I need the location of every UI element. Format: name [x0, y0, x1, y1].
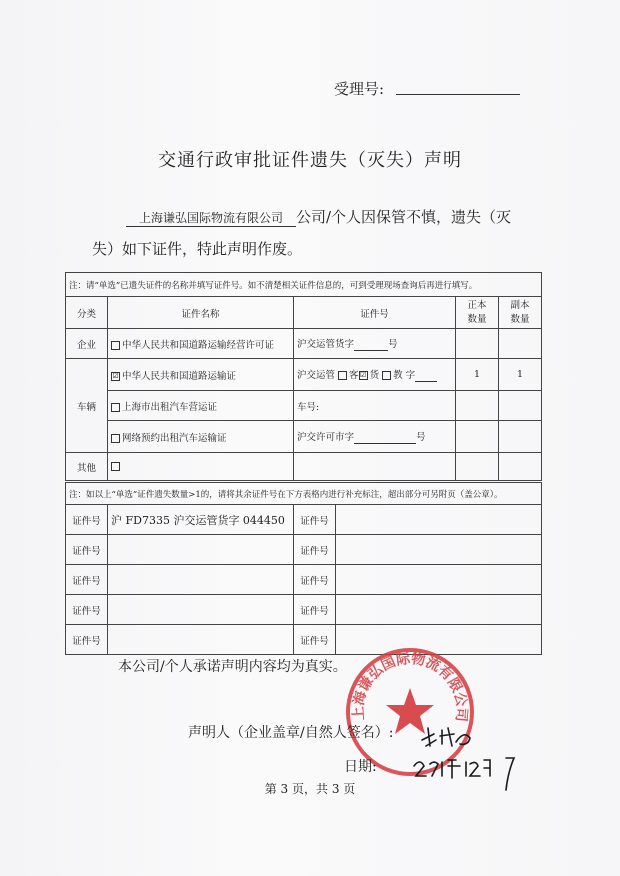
copy-qty-cell[interactable] [499, 453, 542, 481]
cert-number-value[interactable] [336, 565, 542, 595]
number-blank[interactable] [415, 370, 437, 382]
acceptance-number-field [396, 94, 520, 95]
promise-statement: 本公司/个人承诺声明内容均为真实。 [118, 659, 347, 675]
original-qty-value[interactable]: 1 [456, 359, 499, 391]
declaration-line-1: 公司/个人因保管不慎，遗失（灭 [296, 208, 512, 226]
number-prefix: 沪交许可市字 [297, 432, 355, 443]
cert-name-taxi-permit: 上海市出租汽车营运证 [122, 401, 218, 413]
header-number: 证件号 [294, 297, 456, 329]
handwritten-signature [418, 720, 478, 750]
copy-qty-cell[interactable] [499, 391, 542, 421]
copy-qty-cell[interactable] [499, 329, 542, 359]
cert-number-value[interactable] [108, 565, 294, 595]
header-original-qty [456, 297, 499, 329]
company-name: 上海谦弘国际物流有限公司 [138, 211, 283, 225]
copy-qty-value[interactable]: 1 [499, 359, 542, 391]
cert-number-cell [294, 421, 456, 453]
header-category: 分类 [66, 297, 108, 329]
date-label: 日期: [344, 759, 377, 775]
checkbox-taxi-permit[interactable] [111, 403, 120, 412]
acceptance-number-label: 受理号: [334, 80, 385, 98]
number-blank[interactable] [354, 339, 388, 351]
cert-number-cell[interactable] [294, 453, 456, 481]
cert-label: 证件号 [294, 505, 336, 535]
page-footer: 第 3 页，共 3 页 [264, 782, 356, 796]
cert-label: 证件号 [66, 595, 108, 625]
checkbox-ride-hailing-cert[interactable] [111, 434, 120, 443]
option-passenger: 客 [349, 370, 359, 381]
cert-number-value[interactable]: 沪 FD7335 沪交运管货字 044450 [108, 505, 294, 535]
category-enterprise: 企业 [66, 329, 108, 359]
header-copy-qty-line1: 副本 [510, 299, 530, 311]
cert-name-ride-hailing-cert: 网络预约出租汽车运输证 [122, 432, 227, 444]
cert-number-cell [294, 359, 456, 391]
category-other: 其他 [66, 453, 108, 481]
cert-number-value[interactable] [108, 595, 294, 625]
cert-number-value[interactable] [336, 595, 542, 625]
header-original-qty-line1: 正本 [467, 299, 487, 311]
category-vehicle: 车辆 [66, 359, 108, 453]
cert-label: 证件号 [66, 565, 108, 595]
seal-text: 上海谦弘国际物流有限公司 [350, 650, 470, 723]
cert-number-value[interactable] [336, 505, 542, 535]
original-qty-cell[interactable] [456, 453, 499, 481]
cert-label: 证件号 [66, 625, 108, 655]
original-qty-cell[interactable] [456, 329, 499, 359]
cert-label: 证件号 [66, 535, 108, 565]
certificate-table [65, 272, 542, 481]
cert-name-cell [108, 329, 294, 359]
cert-name-cell [108, 453, 294, 481]
checkbox-operating-permit[interactable] [111, 341, 120, 350]
supplementary-table [65, 482, 542, 655]
checkbox-passenger[interactable] [338, 371, 347, 380]
declaration-line-2: 失）如下证件，特此声明作废。 [92, 240, 303, 258]
option-training: 教 [393, 370, 403, 381]
header-original-qty-line2: 数量 [467, 313, 487, 325]
cert-number-cell [294, 329, 456, 359]
number-prefix: 沪交运管 [297, 370, 336, 381]
cert-name-cell [108, 421, 294, 453]
number-suffix: 号 [388, 339, 398, 350]
cert-name-cell [108, 359, 294, 391]
number-prefix: 沪交运管货字 [297, 339, 355, 350]
cert-label: 证件号 [294, 595, 336, 625]
checkbox-training[interactable] [382, 371, 391, 380]
note-bottom: 注：如以上“单选”证件遗失数量>1的，请将其余证件号在下方表格内进行补充标注，超出部分可另附页（盖公章）。 [66, 483, 542, 505]
cert-number-value[interactable] [108, 535, 294, 565]
note-top: 注：请“单选”已遗失证件的名称并填写证件号。如不清楚相关证件信息的，可到受理现场查询后再进行填写。 [66, 273, 542, 297]
original-qty-cell[interactable] [456, 391, 499, 421]
original-qty-cell[interactable] [456, 421, 499, 453]
cert-label: 证件号 [294, 565, 336, 595]
cert-label: 证件号 [294, 625, 336, 655]
checkbox-other[interactable] [111, 462, 120, 471]
header-name: 证件名称 [108, 297, 294, 329]
header-copy-qty [499, 297, 542, 329]
cert-name-cell [108, 391, 294, 421]
cert-label: 证件号 [294, 535, 336, 565]
cert-label: 证件号 [66, 505, 108, 535]
copy-qty-cell[interactable] [499, 421, 542, 453]
checkbox-freight[interactable]: ☑ [359, 371, 367, 379]
signer-label: 声明人（企业盖章/自然人签名）: [188, 725, 394, 741]
cert-number-value[interactable] [108, 625, 294, 655]
cert-number-cell [294, 391, 456, 421]
page-title: 交通行政审批证件遗失（灭失）声明 [158, 150, 462, 171]
number-blank[interactable] [354, 432, 416, 444]
option-freight: 货 [369, 370, 380, 381]
cert-number-value[interactable] [336, 535, 542, 565]
option-suffix: 字 [405, 370, 416, 381]
cert-name-operating-permit: 中华人民共和国道路运输经营许可证 [122, 339, 275, 351]
company-name-underline [126, 226, 296, 227]
cert-name-transport-cert: 中华人民共和国道路运输证 [122, 370, 237, 382]
number-prefix: 车号: [297, 401, 320, 413]
checkbox-transport-cert[interactable]: ☑ [112, 371, 119, 380]
number-suffix: 号 [416, 432, 426, 443]
header-copy-qty-line2: 数量 [510, 313, 530, 325]
